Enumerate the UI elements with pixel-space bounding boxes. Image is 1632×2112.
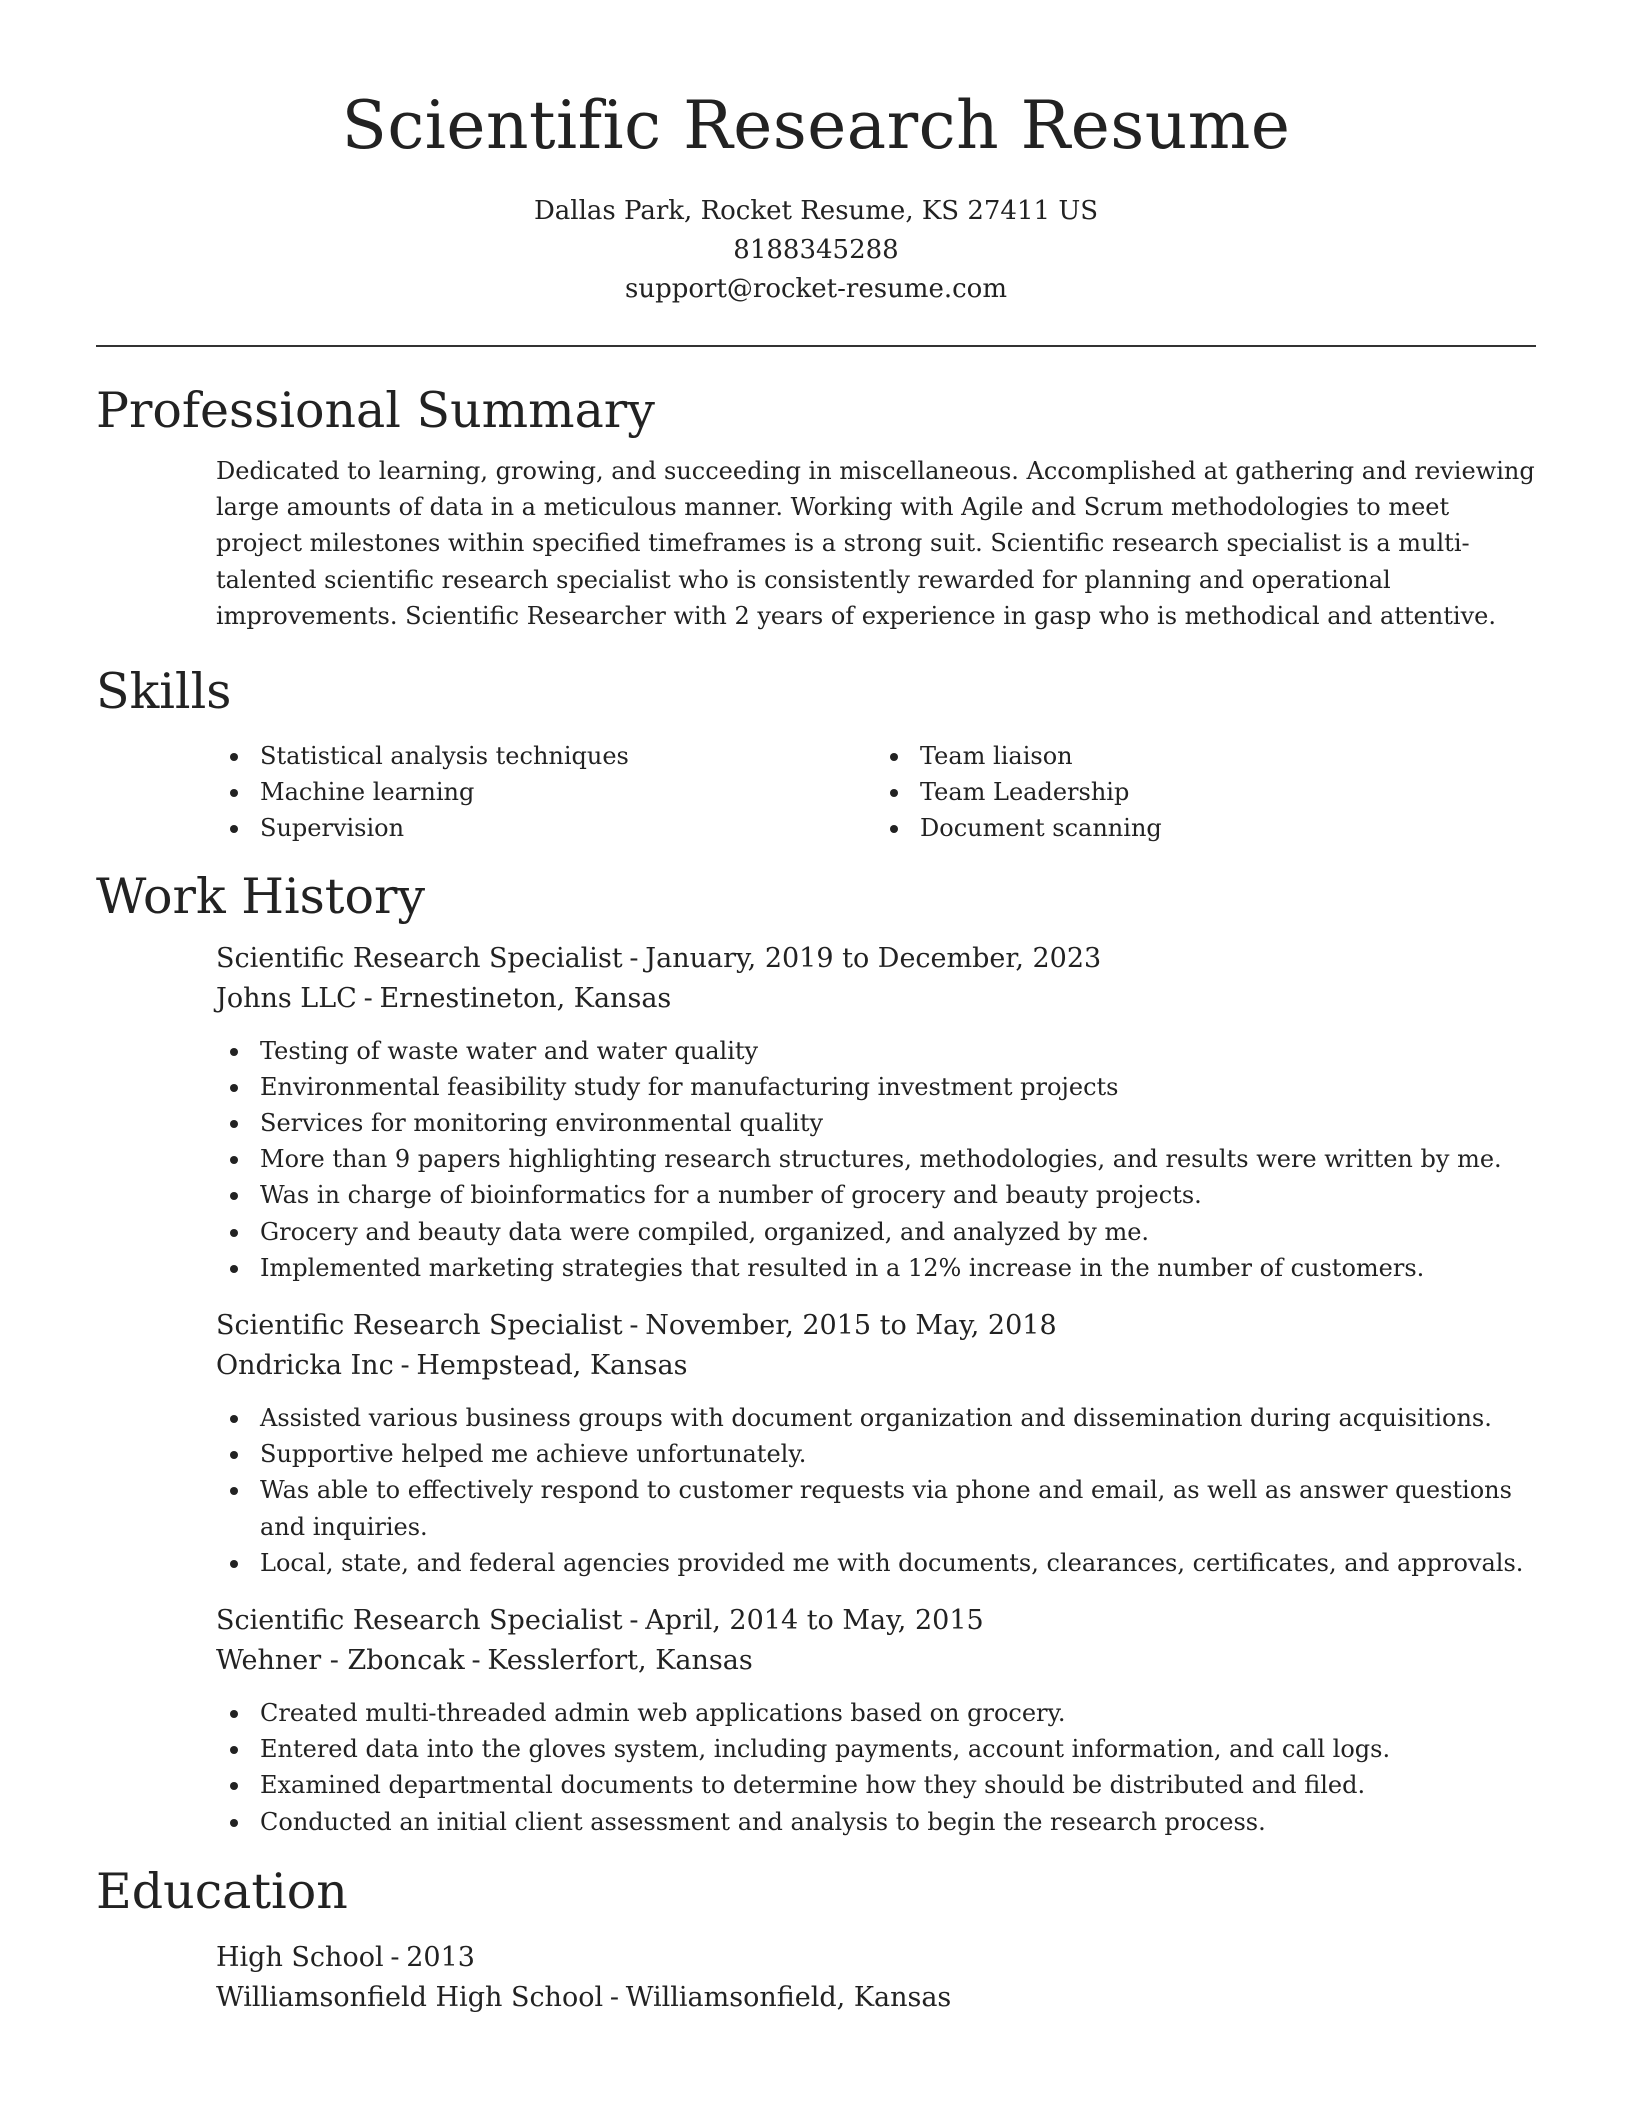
phone-text: 8188345288: [733, 235, 899, 265]
job-bullet: Entered data into the gloves system, including payments, account information, and call logs.: [260, 1731, 1536, 1767]
job-bullet: Local, state, and federal agencies provided me with documents, clearances, certificates, and approvals.: [260, 1545, 1536, 1581]
job-bullet: Examined departmental documents to determine how they should be distributed and filed.: [260, 1767, 1536, 1803]
job-entry: [216, 1306, 1536, 1581]
resume-page: [96, 0, 1536, 2018]
skill-item: Team liaison: [920, 738, 1536, 774]
job-title-line: [216, 939, 1536, 979]
work-history-section: [96, 867, 1536, 1840]
header-divider: [96, 345, 1536, 347]
professional-summary-section: [96, 381, 1536, 634]
job-bullet: Environmental feasibility study for manufacturing investment projects: [260, 1069, 1536, 1105]
skill-item: Machine learning: [260, 774, 876, 810]
job-dates: April, 2014 to May, 2015: [645, 1605, 984, 1637]
address-text: Dallas Park, Rocket Resume, KS 27411 US: [533, 196, 1099, 226]
skill-item: Team Leadership: [920, 774, 1536, 810]
separator: -: [609, 1981, 619, 2013]
skill-item: Document scanning: [920, 810, 1536, 846]
email-text: support@rocket-resume.com: [624, 274, 1007, 304]
skill-item: Statistical analysis techniques: [260, 738, 876, 774]
job-entry: [216, 939, 1536, 1286]
job-dates: January, 2019 to December, 2023: [645, 942, 1102, 974]
skills-column-right: [876, 738, 1536, 847]
resume-header: [96, 0, 1536, 309]
job-company-line: [216, 1346, 1536, 1386]
job-bullet: Created multi-threaded admin web applications based on grocery.: [260, 1695, 1536, 1731]
job-bullet: Implemented marketing strategies that resulted in a 12% increase in the number of customers.: [260, 1250, 1536, 1286]
education-section: [96, 1862, 1536, 2018]
job-bullet: Testing of waste water and water quality: [260, 1033, 1536, 1069]
separator: -: [629, 942, 639, 974]
separator: -: [471, 1645, 481, 1677]
skills-heading: Skills: [96, 663, 232, 721]
job-entry: [216, 1601, 1536, 1840]
job-bullet: Services for monitoring environmental quality: [260, 1105, 1536, 1141]
skills-list: [216, 738, 1536, 847]
job-company-line: [216, 979, 1536, 1019]
contact-info: [96, 192, 1536, 309]
job-bullet: Assisted various business groups with document organization and dissemination during acquisitions.: [260, 1400, 1536, 1436]
separator: -: [629, 1605, 639, 1637]
job-company: Ondricka Inc: [216, 1350, 394, 1382]
job-bullet: Grocery and beauty data were compiled, organized, and analyzed by me.: [260, 1214, 1536, 1250]
education-school-line: [216, 1978, 1536, 2018]
job-location: Kesslerfort, Kansas: [487, 1645, 753, 1677]
job-bullet-list: [216, 1400, 1536, 1581]
education-degree: High School: [216, 1941, 384, 1973]
education-school: Williamsonfield High School: [216, 1981, 604, 2013]
education-location: Williamsonfield, Kansas: [625, 1981, 952, 2013]
job-location: Ernestineton, Kansas: [379, 982, 672, 1014]
job-company-line: [216, 1641, 1536, 1681]
job-bullet: Was able to effectively respond to customer requests via phone and email, as well as answer questions and inquiries.: [260, 1472, 1536, 1544]
skills-column-left: [216, 738, 876, 847]
education-heading: Education: [96, 1862, 348, 1920]
separator: -: [400, 1350, 410, 1382]
separator: -: [629, 1310, 639, 1342]
job-title: Scientific Research Specialist: [216, 1605, 623, 1637]
professional-summary-heading: Professional Summary: [96, 382, 655, 439]
job-bullet-list: [216, 1695, 1536, 1840]
job-dates: November, 2015 to May, 2018: [645, 1310, 1057, 1342]
job-title-line: [216, 1306, 1536, 1346]
skills-section: [96, 662, 1536, 847]
education-year: 2013: [406, 1941, 475, 1973]
job-bullet: Conducted an initial client assessment and analysis to begin the research process.: [260, 1804, 1536, 1840]
job-title: Scientific Research Specialist: [216, 1310, 623, 1342]
work-history-heading: Work History: [96, 867, 426, 925]
skill-item: Supervision: [260, 810, 876, 846]
job-location: Hempstead, Kansas: [416, 1350, 688, 1382]
separator: -: [390, 1941, 400, 1973]
resume-title: Scientific Research Resume: [341, 87, 1291, 164]
job-bullet: Supportive helped me achieve unfortunately.: [260, 1436, 1536, 1472]
job-bullet: More than 9 papers highlighting research structures, methodologies, and results were written by me.: [260, 1141, 1536, 1177]
education-entry: [216, 1938, 1536, 2018]
professional-summary-text: Dedicated to learning, growing, and succeeding in miscellaneous. Accomplished at gathering and reviewing large amounts of data in a meticulous manner. Working with Agile and Scrum methodologies to meet project milestones within specified timeframes is a strong suit. Scientific research specialist is a multi-talented scientific research specialist who is consistently rewarded for planning and operational improvements. Scientific Researcher with 2 years of experience in gasp who is methodical and attentive.: [216, 457, 1535, 630]
job-company: Wehner - Zboncak: [216, 1645, 465, 1677]
separator: -: [363, 982, 373, 1014]
education-degree-line: [216, 1938, 1536, 1978]
job-title-line: [216, 1601, 1536, 1641]
job-bullet: Was in charge of bioinformatics for a number of grocery and beauty projects.: [260, 1177, 1536, 1213]
job-title: Scientific Research Specialist: [216, 942, 623, 974]
job-bullet-list: [216, 1033, 1536, 1286]
job-company: Johns LLC: [216, 982, 357, 1014]
